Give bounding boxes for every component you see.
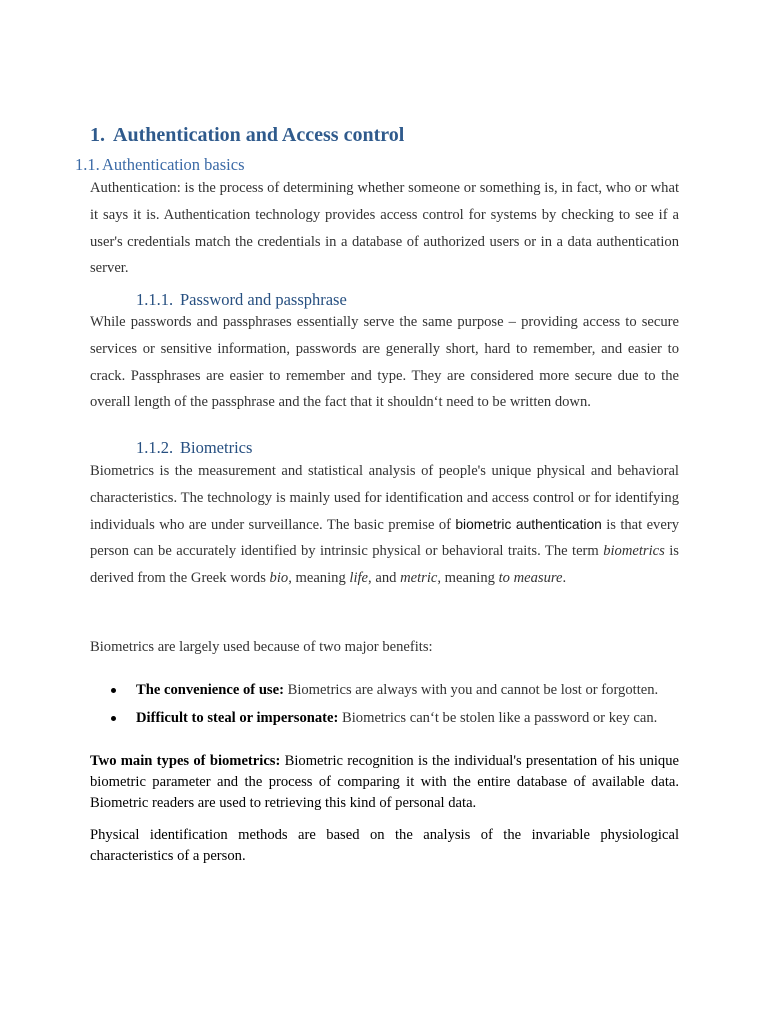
heading-title: Authentication and Access control — [113, 124, 405, 146]
text-run: , meaning — [288, 570, 350, 587]
types-label: Two main types of biometrics: — [90, 753, 281, 769]
benefit-text: Biometrics are always with you and cannot be lost or forgotten. — [283, 682, 659, 698]
heading-biometrics — [136, 438, 252, 458]
text-run: Biometrics is the measurement and statistical analysis of people's unique physical and behavioral characteristics. The technology is mainly used for identification and access control or for identifying individuals who are under surveillance. The basic premise of — [90, 463, 679, 533]
benefit-label: Difficult to steal or impersonate: — [136, 709, 339, 726]
text-run: , and — [368, 570, 401, 587]
benefit-text: Biometrics can‘t be stolen like a password or key can. — [338, 709, 658, 726]
text-run: is derived from the Greek words — [90, 543, 679, 587]
benefits-list — [90, 677, 690, 732]
biometric-types-paragraph — [90, 751, 679, 814]
biometrics-paragraph — [90, 458, 679, 592]
heading-number: 1.1.2. — [136, 438, 174, 457]
heading-authentication-access-control — [90, 124, 404, 147]
term-to-measure: to measure — [498, 570, 563, 587]
heading-title: Authentication basics — [102, 155, 245, 174]
bullet-icon — [111, 716, 116, 721]
bullet-icon — [111, 688, 116, 693]
benefits-intro: Biometrics are largely used because of two major benefits: — [90, 639, 433, 655]
physical-identification-paragraph: Physical identification methods are based on the analysis of the invariable physiological characteristics of a person. — [90, 827, 679, 864]
text-run: is that every person can be accurately identified by intrinsic physical or behavioral traits. The term — [90, 516, 679, 560]
benefit-label: The convenience of use: — [136, 682, 284, 698]
text-run: . — [562, 570, 567, 587]
biometric-authentication-link[interactable]: biometric authentication — [455, 516, 602, 532]
term-life: life — [349, 570, 369, 587]
heading-authentication-basics — [75, 155, 245, 175]
authentication-paragraph: Authentication: is the process of determining whether someone or something is, in fact, who or what it says it is. Authentication technology provides access control for systems by checking to see if a user's credentials match the credentials in a database of authorized users or in a data authentication server. — [90, 180, 679, 277]
heading-number: 1.1.1. — [136, 290, 174, 309]
heading-number: 1.1. — [75, 155, 100, 174]
heading-title: Password and passphrase — [180, 290, 347, 309]
term-bio: bio — [269, 570, 289, 587]
list-item — [90, 705, 690, 733]
text-run: , meaning — [437, 570, 499, 587]
list-item — [90, 677, 690, 705]
term-metric: metric — [400, 570, 438, 587]
heading-title: Biometrics — [180, 438, 253, 457]
types-text: Biometric recognition is the individual's presentation of his unique biometric parameter and the process of comparing it with the entire database of available data. Biometric readers are used to retrieving this kind of personal data. — [90, 753, 679, 811]
heading-number: 1. — [90, 124, 105, 146]
heading-password-passphrase — [136, 290, 347, 310]
term-biometrics: biometrics — [603, 543, 665, 560]
password-paragraph: While passwords and passphrases essentially serve the same purpose – providing access to secure services or sensitive information, passwords are generally short, hard to remember, and easier to crack. Passphrases are easier to remember and type. They are considered more secure due to the overall length of the passphrase and the fact that it shouldn‘t need to be written down. — [90, 314, 679, 411]
